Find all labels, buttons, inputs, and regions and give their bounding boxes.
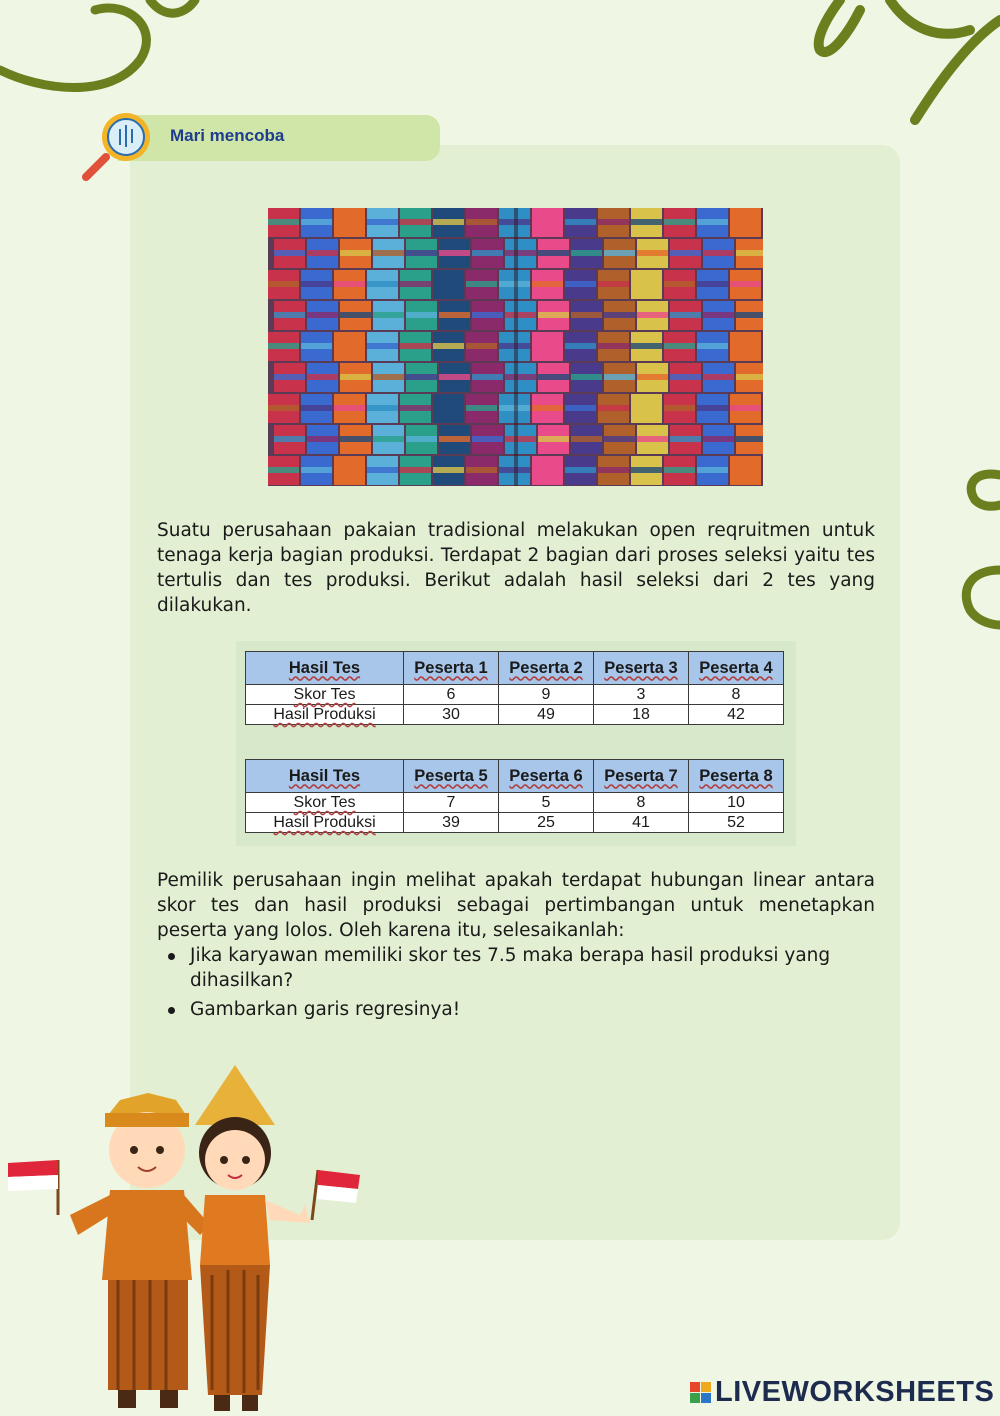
textile-stripe [268, 467, 299, 473]
table-cell: 8 [594, 793, 689, 813]
textile-stripe [703, 312, 734, 318]
textile-stripe [532, 467, 563, 473]
textile-stripe [274, 374, 305, 380]
table-row [246, 705, 784, 725]
textile-stripe [604, 250, 635, 256]
brand-name: LIVEWORKSHEETS [715, 1375, 995, 1408]
table-cell: 49 [499, 705, 594, 725]
table-cell: 41 [594, 813, 689, 833]
textile-stripe [664, 281, 695, 287]
textile-stripe [730, 219, 761, 225]
textile-stripe [664, 219, 695, 225]
textile-stripe [730, 467, 761, 473]
textile-stripe [274, 312, 305, 318]
textile-stripe [697, 467, 728, 473]
textile-stripe [439, 312, 470, 318]
textile-stripe [373, 312, 404, 318]
textile-stripe [472, 436, 503, 442]
textile-stripe [334, 467, 365, 473]
textile-stripe [598, 281, 629, 287]
textile-stripe [631, 405, 662, 411]
textile-stripe [631, 281, 662, 287]
textile-stripe [307, 312, 338, 318]
textile-stripe [670, 250, 701, 256]
textile-stripe [538, 436, 569, 442]
table-header-row [246, 652, 784, 685]
textile-stripe [406, 436, 437, 442]
textile-stripe [268, 405, 299, 411]
textile-stripe [505, 312, 536, 318]
row-label: Skor Tes [293, 794, 356, 811]
textile-stripe [670, 436, 701, 442]
textile-stripe [598, 343, 629, 349]
table-cell: 52 [689, 813, 784, 833]
textile-stripe [664, 405, 695, 411]
traditional-couple-illustration [0, 1065, 370, 1416]
table-cell: 5 [499, 793, 594, 813]
row-label: Hasil Produksi [273, 706, 376, 723]
textile-stripe [334, 405, 365, 411]
table-cell: 30 [404, 705, 499, 725]
textile-stripe [472, 374, 503, 380]
textile-stripe [400, 343, 431, 349]
results-table-1 [245, 651, 784, 725]
table-cell: 6 [404, 685, 499, 705]
textile-stripe [697, 281, 728, 287]
table-corner: Hasil Tes [288, 658, 361, 677]
textile-stripe [367, 281, 398, 287]
textile-stripe [466, 219, 497, 225]
textile-stripe [373, 436, 404, 442]
table-cell: 39 [404, 813, 499, 833]
textile-stripe [472, 312, 503, 318]
textile-stripe [301, 219, 332, 225]
table-cell: 10 [689, 793, 784, 813]
textile-stripe [274, 250, 305, 256]
header-cell: Peserta 2 [509, 658, 583, 677]
top-left-swirl [0, 0, 210, 100]
textile-stripe [400, 219, 431, 225]
textile-stripe [598, 219, 629, 225]
textile-stripe [730, 405, 761, 411]
textile-stripe [268, 343, 299, 349]
textile-stripe [340, 250, 371, 256]
table-row [246, 685, 784, 705]
textile-stripe [637, 250, 668, 256]
task-list [157, 943, 875, 1026]
table-row [246, 813, 784, 833]
table-row [246, 793, 784, 813]
textile-stripe [367, 405, 398, 411]
textile-stripe [703, 374, 734, 380]
textile-stripe [340, 436, 371, 442]
textile-stripe [736, 374, 763, 380]
table-corner: Hasil Tes [288, 766, 361, 785]
textile-stripe [664, 467, 695, 473]
top-right-swirl [800, 0, 1000, 130]
textile-stripe [301, 343, 332, 349]
textile-stripe [565, 281, 596, 287]
textile-stripe [664, 343, 695, 349]
textile-stripe [439, 374, 470, 380]
corner-shadow [514, 208, 518, 486]
textile-stripe [466, 467, 497, 473]
results-table-2 [245, 759, 784, 833]
textile-stripe [637, 374, 668, 380]
table-cell: 8 [689, 685, 784, 705]
liveworksheets-logo [690, 1376, 994, 1408]
textile-stripe [736, 312, 763, 318]
list-item: Jika karyawan memiliki skor tes 7.5 maka berapa hasil produksi yang dihasilkan? [157, 943, 875, 993]
textile-stripe [532, 219, 563, 225]
header-cell: Peserta 4 [699, 658, 773, 677]
textile-stripe [631, 219, 662, 225]
textile-stripe [433, 343, 464, 349]
textile-stripe [307, 250, 338, 256]
table-cell: 42 [689, 705, 784, 725]
textile-photo [268, 208, 763, 486]
textile-stripe [334, 343, 365, 349]
textile-stripe [274, 436, 305, 442]
textile-stripe [406, 374, 437, 380]
textile-stripe [670, 374, 701, 380]
textile-stripe [637, 312, 668, 318]
textile-stripe [307, 374, 338, 380]
textile-stripe [466, 405, 497, 411]
table-cell: 3 [594, 685, 689, 705]
textile-stripe [604, 374, 635, 380]
textile-stripe [466, 281, 497, 287]
header-cell: Peserta 8 [699, 766, 773, 785]
textile-stripe [538, 374, 569, 380]
header-cell: Peserta 7 [604, 766, 678, 785]
textile-stripe [604, 436, 635, 442]
magnifier-icon [78, 105, 158, 185]
table-cell: 18 [594, 705, 689, 725]
textile-stripe [532, 281, 563, 287]
textile-stripe [334, 281, 365, 287]
row-label: Skor Tes [293, 686, 356, 703]
table-cell: 7 [404, 793, 499, 813]
list-item: Gambarkan garis regresinya! [157, 997, 875, 1022]
liveworksheets-logo-icon [690, 1382, 711, 1403]
row-label: Hasil Produksi [273, 814, 376, 831]
textile-stripe [637, 436, 668, 442]
textile-stripe [571, 374, 602, 380]
textile-stripe [367, 219, 398, 225]
textile-stripe [307, 436, 338, 442]
textile-stripe [565, 219, 596, 225]
textile-stripe [571, 312, 602, 318]
textile-stripe [301, 467, 332, 473]
textile-stripe [334, 219, 365, 225]
textile-stripe [466, 343, 497, 349]
textile-stripe [268, 281, 299, 287]
textile-stripe [472, 250, 503, 256]
textile-stripe [598, 405, 629, 411]
textile-stripe [598, 467, 629, 473]
header-cell: Peserta 3 [604, 658, 678, 677]
textile-stripe [565, 467, 596, 473]
textile-stripe [439, 436, 470, 442]
textile-stripe [670, 312, 701, 318]
textile-stripe [406, 312, 437, 318]
textile-stripe [367, 467, 398, 473]
textile-stripe [571, 436, 602, 442]
textile-stripe [604, 312, 635, 318]
header-cell: Peserta 1 [414, 658, 488, 677]
question-paragraph: Pemilik perusahaan ingin melihat apakah terdapat hubungan linear antara skor tes dan hasil produksi sebagai pertimbangan untuk menetapkan peserta yang lolos. Oleh karena itu, selesaikanlah: [157, 870, 875, 941]
textile-stripe [439, 250, 470, 256]
textile-stripe [703, 436, 734, 442]
textile-stripe [400, 281, 431, 287]
textile-stripe [565, 405, 596, 411]
header-cell: Peserta 5 [414, 766, 488, 785]
textile-stripe [301, 405, 332, 411]
table-cell: 25 [499, 813, 594, 833]
textile-stripe [373, 374, 404, 380]
textile-stripe [631, 467, 662, 473]
header-cell: Peserta 6 [509, 766, 583, 785]
textile-stripe [538, 312, 569, 318]
textile-stripe [433, 281, 464, 287]
textile-stripe [736, 250, 763, 256]
textile-stripe [406, 250, 437, 256]
textile-stripe [433, 219, 464, 225]
textile-stripe [367, 343, 398, 349]
textile-stripe [730, 343, 761, 349]
textile-stripe [268, 219, 299, 225]
intro-paragraph: Suatu perusahaan pakaian tradisional melakukan open reqruitmen untuk tenaga kerja bagian produksi. Terdapat 2 bagian dari proses seleksi yaitu tes tertulis dan tes produksi. Berikut adalah hasil seleksi dari 2 tes yang dilakukan. [157, 520, 875, 616]
textile-stripe [697, 343, 728, 349]
textile-stripe [505, 250, 536, 256]
table-cell: 9 [499, 685, 594, 705]
textile-stripe [340, 312, 371, 318]
textile-stripe [505, 374, 536, 380]
textile-stripe [400, 467, 431, 473]
textile-stripe [301, 281, 332, 287]
textile-stripe [736, 436, 763, 442]
textile-stripe [571, 250, 602, 256]
section-title: Mari mencoba [170, 126, 285, 145]
textile-stripe [505, 436, 536, 442]
textile-stripe [340, 374, 371, 380]
textile-stripe [730, 281, 761, 287]
textile-stripe [400, 405, 431, 411]
textile-stripe [703, 250, 734, 256]
textile-stripe [433, 405, 464, 411]
textile-stripe [532, 405, 563, 411]
textile-stripe [538, 250, 569, 256]
textile-stripe [697, 219, 728, 225]
right-swirl [955, 460, 1000, 640]
textile-stripe [532, 343, 563, 349]
textile-stripe [631, 343, 662, 349]
textile-stripe [433, 467, 464, 473]
textile-stripe [565, 343, 596, 349]
table-header-row [246, 760, 784, 793]
textile-stripe [373, 250, 404, 256]
textile-stripe [697, 405, 728, 411]
